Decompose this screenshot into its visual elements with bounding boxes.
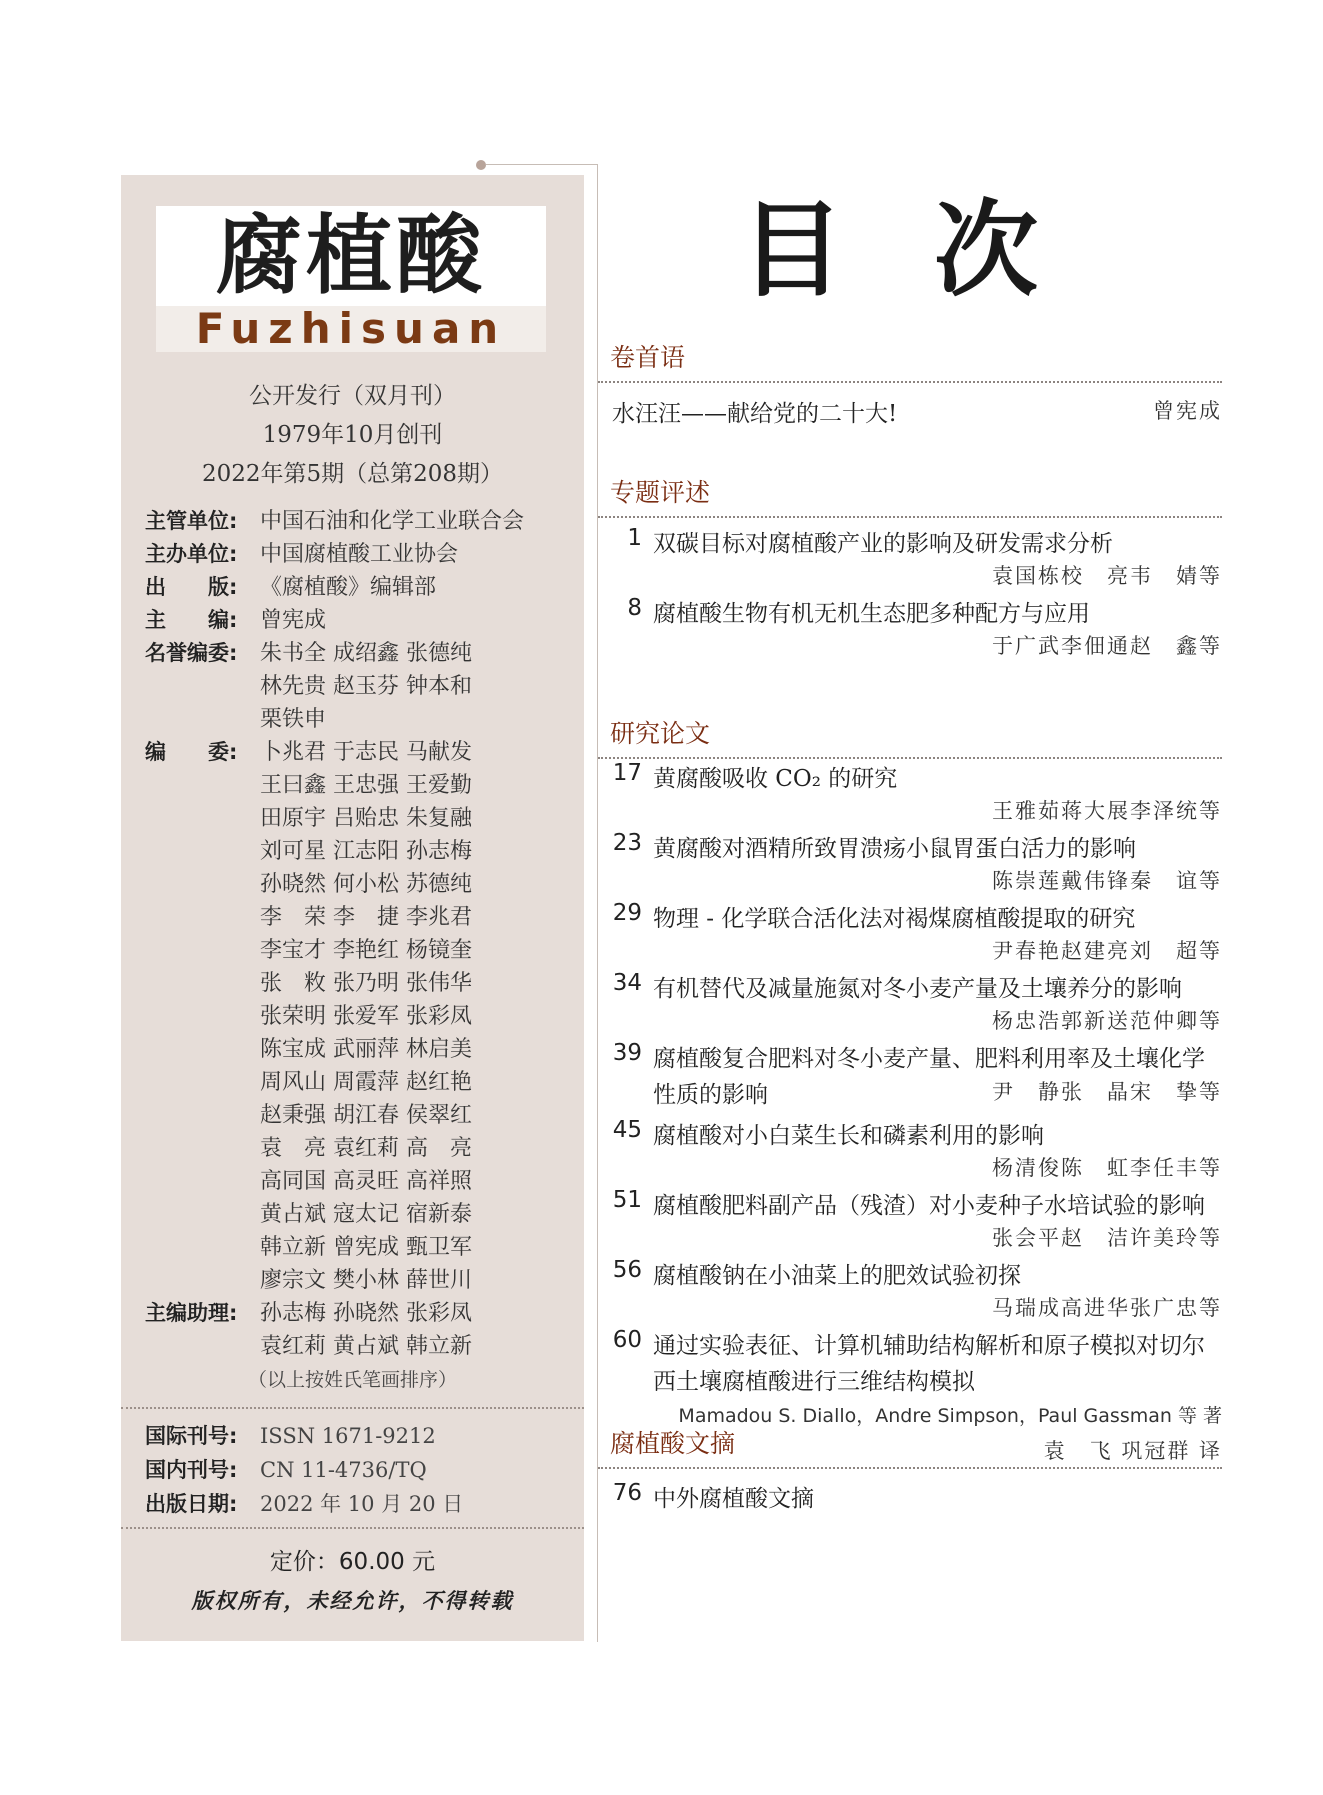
- staff-name-line: 张 敉 张乃明 张伟华: [260, 971, 472, 996]
- code-row: [145, 1419, 575, 1453]
- article-authors: 陈崇莲戴伟锋秦 谊等: [992, 869, 1222, 893]
- page-number: 29: [612, 900, 642, 926]
- staff-name-line: 孙志梅 孙晓然 张彩凤: [260, 1301, 472, 1326]
- staff-name-line: 栗铁申: [260, 707, 327, 732]
- masthead-sidebar: [121, 175, 584, 1641]
- divider: [121, 1527, 584, 1529]
- staff-row: [145, 604, 575, 637]
- section-rule: [598, 757, 1222, 759]
- staff-name-line: 廖宗文 樊小林 薛世川: [260, 1268, 472, 1293]
- staff-names: [260, 505, 575, 538]
- publication-info: [121, 377, 584, 494]
- code-label: 出版日期:: [145, 1492, 238, 1516]
- staff-name-line: 田原宇 吕贻忠 朱复融: [260, 806, 472, 831]
- code-value: 2022 年 10 月 20 日: [260, 1492, 464, 1516]
- staff-row: [145, 538, 575, 571]
- toc-entry[interactable]: [598, 1117, 1222, 1187]
- article-authors: 杨忠浩郭新送范仲卿等: [992, 1009, 1222, 1033]
- article-title[interactable]: 黄腐酸吸收 CO₂ 的研究: [653, 766, 898, 792]
- staff-names: [260, 736, 575, 1297]
- page-number: 8: [627, 595, 642, 621]
- editorial-staff: [145, 505, 575, 1363]
- section-heading: 卷首语: [610, 343, 686, 372]
- toc-entry[interactable]: [598, 1480, 1222, 1550]
- staff-name-line: 黄占斌 寇太记 宿新泰: [260, 1202, 472, 1227]
- staff-names: [260, 637, 575, 736]
- article-authors: 袁国栋校 亮韦 婧等: [992, 564, 1222, 588]
- pub-frequency: 公开发行（双月刊）: [249, 383, 456, 409]
- journal-logo: [156, 206, 546, 352]
- page-number: 1: [627, 525, 642, 551]
- page-number: 60: [612, 1327, 642, 1353]
- code-label: 国际刊号:: [145, 1424, 238, 1448]
- staff-name-line: 曾宪成: [260, 608, 327, 633]
- article-authors: 于广武李佃通赵 鑫等: [992, 634, 1222, 658]
- code-value: CN 11-4736/TQ: [260, 1458, 427, 1482]
- pub-founded: 1979年10月创刊: [262, 422, 443, 448]
- staff-row: [145, 1297, 575, 1363]
- article-title[interactable]: 腐植酸对小白菜生长和磷素利用的影响: [653, 1123, 1044, 1149]
- staff-name-line: 卜兆君 于志民 马献发: [260, 740, 472, 765]
- staff-role-label: 编 委:: [145, 740, 238, 764]
- section-heading: 研究论文: [610, 719, 711, 748]
- article-authors: 杨清俊陈 虹李任丰等: [992, 1156, 1222, 1180]
- staff-name-line: 《腐植酸》编辑部: [260, 575, 437, 600]
- section-rule: [598, 516, 1222, 518]
- article-title-cont[interactable]: 西土壤腐植酸进行三维结构模拟: [653, 1369, 975, 1395]
- copyright-notice: 版权所有，未经允许，不得转载: [191, 1588, 514, 1613]
- staff-name-line: 高同国 高灵旺 高祥照: [260, 1169, 472, 1194]
- page-number: 56: [612, 1257, 642, 1283]
- article-title[interactable]: 物理 - 化学联合活化法对褐煤腐植酸提取的研究: [653, 906, 1136, 932]
- toc-entry[interactable]: [598, 395, 1222, 465]
- article-title-cont[interactable]: 性质的影响: [653, 1082, 768, 1108]
- staff-role-label: 主管单位:: [145, 509, 238, 533]
- staff-name-line: 张荣明 张爱军 张彩凤: [260, 1004, 472, 1029]
- ordering-note: （以上按姓氏笔画排序）: [247, 1369, 457, 1391]
- article-authors: 曾宪成: [1153, 399, 1222, 423]
- staff-names: [260, 1297, 575, 1363]
- article-authors: 马瑞成高进华张广忠等: [992, 1296, 1222, 1320]
- staff-row: [145, 505, 575, 538]
- serial-numbers: [145, 1419, 575, 1521]
- staff-name-line: 朱书全 成绍鑫 张德纯: [260, 641, 472, 666]
- article-title[interactable]: 中外腐植酸文摘: [653, 1486, 814, 1512]
- article-title[interactable]: 腐植酸复合肥料对冬小麦产量、肥料利用率及土壤化学: [653, 1046, 1205, 1072]
- code-value: ISSN 1671-9212: [260, 1424, 436, 1448]
- staff-name-line: 王曰鑫 王忠强 王爱勤: [260, 773, 472, 798]
- staff-name-line: 周风山 周霞萍 赵红艳: [260, 1070, 472, 1095]
- staff-name-line: 赵秉强 胡江春 侯翠红: [260, 1103, 472, 1128]
- pub-issue: 2022年第5期（总第208期）: [201, 461, 504, 487]
- code-row: [145, 1453, 575, 1487]
- toc-entry[interactable]: [598, 900, 1222, 970]
- toc-title: 目次: [740, 189, 1129, 311]
- article-title[interactable]: 双碳目标对腐植酸产业的影响及研发需求分析: [653, 531, 1113, 557]
- staff-role-label: 主 编:: [145, 608, 238, 632]
- staff-role-label: 名誉编委:: [145, 641, 238, 665]
- section-heading: 腐植酸文摘: [610, 1429, 736, 1458]
- page-number: 51: [612, 1187, 642, 1213]
- section-rule: [598, 381, 1222, 383]
- article-title[interactable]: 腐植酸钠在小油菜上的肥效试验初探: [653, 1263, 1021, 1289]
- logo-pinyin: Fuzhisuan: [156, 306, 546, 352]
- staff-name-line: 袁 亮 袁红莉 高 亮: [260, 1136, 472, 1161]
- article-authors: 尹 静张 晶宋 挚等: [992, 1080, 1222, 1104]
- page-number: 39: [612, 1040, 642, 1066]
- page-number: 17: [612, 760, 642, 786]
- section-rule: [598, 1467, 1222, 1469]
- staff-names: [260, 538, 575, 571]
- staff-names: [260, 604, 575, 637]
- article-title[interactable]: 腐植酸肥料副产品（残渣）对小麦种子水培试验的影响: [653, 1193, 1205, 1219]
- logo-chinese: 腐植酸: [216, 206, 486, 306]
- code-row: [145, 1487, 575, 1521]
- staff-name-line: 陈宝成 武丽萍 林启美: [260, 1037, 472, 1062]
- divider: [121, 1407, 584, 1409]
- staff-name-line: 林先贵 赵玉芬 钟本和: [260, 674, 472, 699]
- section-heading: 专题评述: [610, 478, 711, 507]
- staff-name-line: 韩立新 曾宪成 甄卫军: [260, 1235, 472, 1260]
- page-number: 23: [612, 830, 642, 856]
- staff-name-line: 中国石油和化学工业联合会: [260, 509, 525, 534]
- staff-name-line: 袁红莉 黄占斌 韩立新: [260, 1334, 472, 1359]
- staff-name-line: 李宝才 李艳红 杨镜奎: [260, 938, 472, 963]
- page-number: 76: [612, 1480, 642, 1506]
- staff-role-label: 出 版:: [145, 575, 238, 599]
- staff-name-line: 中国腐植酸工业协会: [260, 542, 459, 567]
- rule-dot: [476, 160, 486, 170]
- staff-row: [145, 736, 575, 1297]
- article-title[interactable]: 水汪汪——献给党的二十大!: [612, 401, 898, 427]
- article-authors: 尹春艳赵建亮刘 超等: [992, 939, 1222, 963]
- staff-role-label: 主编助理:: [145, 1301, 238, 1325]
- page-number: 45: [612, 1117, 642, 1143]
- article-authors: 张会平赵 洁许美玲等: [992, 1226, 1222, 1250]
- toc-entry[interactable]: [598, 1187, 1222, 1257]
- toc-entry[interactable]: [598, 525, 1222, 595]
- toc-entry[interactable]: [598, 970, 1222, 1040]
- staff-row: [145, 571, 575, 604]
- article-authors: 袁 飞 巩冠群 译: [1043, 1439, 1222, 1463]
- price: 定价：60.00 元: [269, 1549, 436, 1575]
- toc-entry[interactable]: [598, 830, 1222, 900]
- staff-name-line: 李 荣 李 捷 李兆君: [260, 905, 472, 930]
- article-title[interactable]: 黄腐酸对酒精所致胃溃疡小鼠胃蛋白活力的影响: [653, 836, 1136, 862]
- article-authors: 王雅茹蒋大展李泽统等: [992, 799, 1222, 823]
- article-authors-en: Mamadou S. Diallo，Andre Simpson，Paul Gassman 等 著: [678, 1405, 1222, 1427]
- header-rule: [486, 164, 598, 165]
- staff-names: [260, 571, 575, 604]
- staff-role-label: 主办单位:: [145, 542, 238, 566]
- page-number: 34: [612, 970, 642, 996]
- staff-name-line: 刘可星 江志阳 孙志梅: [260, 839, 472, 864]
- staff-name-line: 孙晓然 何小松 苏德纯: [260, 872, 472, 897]
- toc-entry[interactable]: [598, 1257, 1222, 1327]
- toc-entry[interactable]: [598, 595, 1222, 665]
- article-title[interactable]: 通过实验表征、计算机辅助结构解析和原子模拟对切尔: [653, 1333, 1205, 1359]
- toc-entry[interactable]: [598, 1040, 1222, 1110]
- code-label: 国内刊号:: [145, 1458, 238, 1482]
- staff-row: [145, 637, 575, 736]
- toc-entry[interactable]: [598, 760, 1222, 830]
- article-title[interactable]: 腐植酸生物有机无机生态肥多种配方与应用: [653, 601, 1090, 627]
- article-title[interactable]: 有机替代及减量施氮对冬小麦产量及土壤养分的影响: [653, 976, 1182, 1002]
